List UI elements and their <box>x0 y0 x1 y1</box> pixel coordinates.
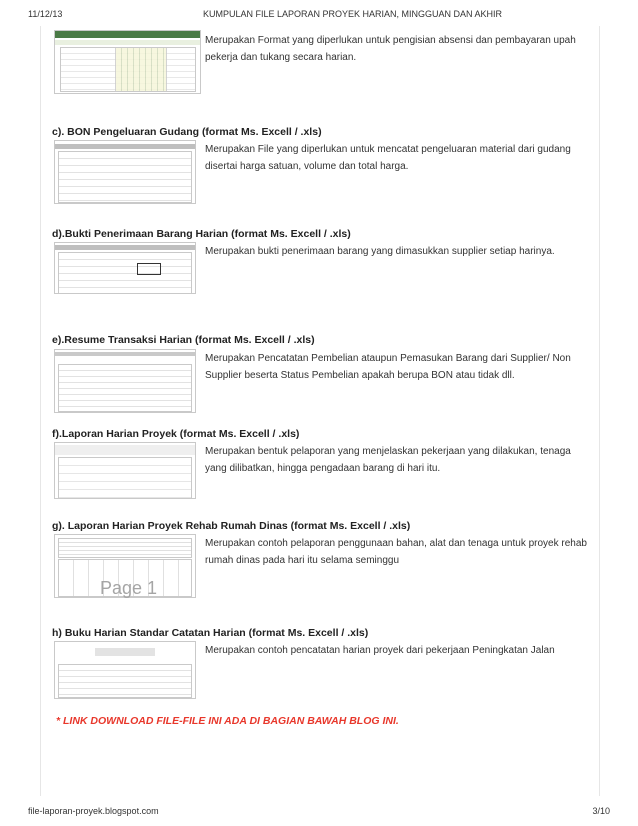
resume-sheet-thumbnail <box>54 349 196 413</box>
page-header <box>0 0 638 26</box>
header-title: KUMPULAN FILE LAPORAN PROYEK HARIAN, MINGGUAN DAN AKHIR <box>203 9 503 19</box>
buku-sheet-thumbnail <box>54 641 196 699</box>
right-margin-line <box>599 26 600 796</box>
section-absensi-desc: Merupakan Format yang diperlukan untuk pengisian absensi dan pembayaran upah pekerja dan tukang secara harian. <box>205 35 576 63</box>
section-buku-desc: Merupakan contoh pencatatan harian proyek dari pekerjaan Peningkatan Jalan <box>205 645 555 656</box>
laporan-sheet-thumbnail <box>54 442 196 499</box>
absensi-sheet-thumbnail <box>54 30 201 94</box>
bon-sheet-thumbnail <box>54 140 196 204</box>
footer-url[interactable]: file-laporan-proyek.blogspot.com <box>28 806 159 816</box>
section-bon-desc: Merupakan File yang diperlukan untuk mencatat pengeluaran material dari gudang disertai harga satuan, volume dan total harga. <box>205 144 571 172</box>
page-footer <box>0 800 638 826</box>
left-margin-line <box>40 26 41 796</box>
footer-page-number: 3/10 <box>592 806 610 816</box>
download-note: * LINK DOWNLOAD FILE-FILE INI ADA DI BAGIAN BAWAH BLOG INI. <box>56 715 399 727</box>
bukti-sheet-thumbnail <box>54 242 196 294</box>
section-bukti-desc: Merupakan bukti penerimaan barang yang dimasukkan supplier setiap harinya. <box>205 246 555 257</box>
header-date: 11/12/13 <box>28 9 63 19</box>
section-buku-heading: h) Buku Harian Standar Catatan Harian (format Ms. Excell / .xls) <box>52 627 369 639</box>
section-bukti-heading: d).Bukti Penerimaan Barang Harian (format Ms. Excell / .xls) <box>52 228 351 240</box>
section-resume-desc: Merupakan Pencatatan Pembelian ataupun Pemasukan Barang dari Supplier/ Non Supplier beserta Status Pembelian apakah berupa BON atau tidak dll. <box>205 353 571 381</box>
section-rehab-heading: g). Laporan Harian Proyek Rehab Rumah Dinas (format Ms. Excell / .xls) <box>52 520 411 532</box>
page-watermark: Page 1 <box>100 578 158 598</box>
section-bon-heading: c). BON Pengeluaran Gudang (format Ms. Excell / .xls) <box>52 126 322 138</box>
section-resume-heading: e).Resume Transaksi Harian (format Ms. Excell / .xls) <box>52 334 315 346</box>
section-rehab-desc: Merupakan contoh pelaporan penggunaan bahan, alat dan tenaga untuk proyek rehab rumah dinas pada hari itu selama seminggu <box>205 538 587 566</box>
section-laporan-desc: Merupakan bentuk pelaporan yang menjelaskan pekerjaan yang dilakukan, tenaga yang dilibatkan, hingga pengadaan barang di hari itu. <box>205 446 571 474</box>
section-laporan-heading: f).Laporan Harian Proyek (format Ms. Excell / .xls) <box>52 428 300 440</box>
